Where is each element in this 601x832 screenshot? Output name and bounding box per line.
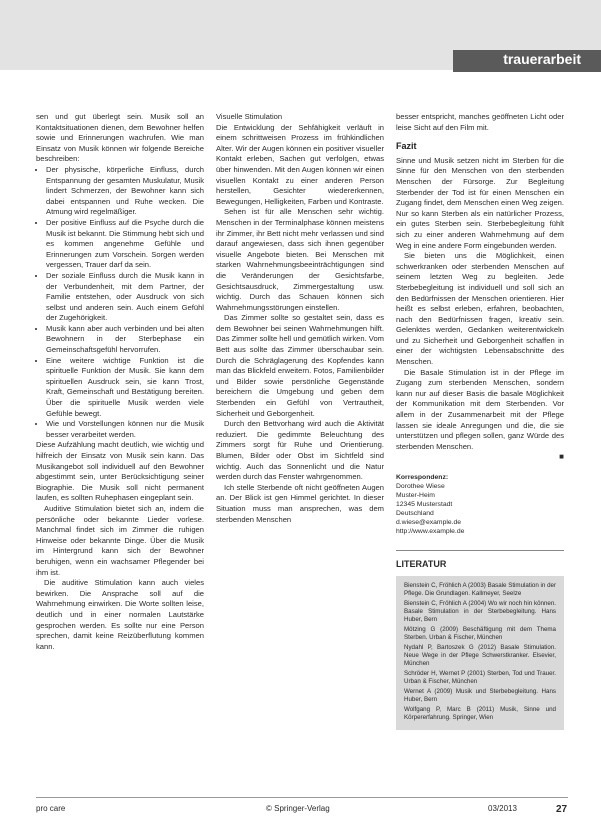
paragraph: Sehen ist für alle Menschen sehr wichtig. Menschen in der Terminalphase können meistens ihr Zimmer, ihr Bett nicht mehr verlassen und sind darauf angewiesen, dass sich ihnen gegenüber visuelle Angebote bieten. Bei Menschen mit starken Wahrnehmungsbeeinträchtigungen sind die Veränderungen der Gesichtsfarbe, Gesichtsausdruck, Zimmergestaltung usw. wichtig. Durch das Schauen können sich Wahrnehmungsstörungen einstellen. xyxy=(216,207,384,312)
list-item: • Wie und Vorstellungen können nur die Musik besser verarbeitet werden. xyxy=(46,419,204,440)
list-item: • Der positive Einfluss auf die Psyche durch die Musik ist bekannt. Die Stimmung hebt sich und es kommen angenehme Gefühle und Erinnerungen zum Vorschein. Sorgen werden vergessen, Trauer darf da sein. xyxy=(46,218,204,271)
reference: Bienstein C, Fröhlich A (2003) Basale Stimulation in der Pflege. Die Grundlagen. Kallmeyer, Seelze xyxy=(404,581,557,597)
paragraph: Auditive Stimulation bietet sich an, indem die persönliche oder bekannte Lieder vorlese. Manchmal findet sich im Zimmer die ruhigen Hinweise oder bekannte Dinge. Über die Musik im Hintergrund kann sich der Bewohner beruhigen, wenn ein wachsamer Pflegender bei ihm ist. xyxy=(36,503,204,577)
list-item: • Der soziale Einfluss durch die Musik kann in der Verbundenheit, mit dem Partner, der Familie entstehen, oder Ausdruck von sich selbst und anderen sein. Auch einem Gefühl der Zugehörigkeit. xyxy=(46,271,204,324)
paragraph: Die auditive Stimulation kann auch vieles bewirken. Die Ansprache soll auf die Wahrnehmung einwirken. Die Worte sollten leise, deutlich und in einer normalen Lautstärke gesprochen werden. Es sollte nur eine Person sprechen, damit keine Reizüberflutung kommen kann. xyxy=(36,578,204,651)
bullet-list xyxy=(36,165,204,440)
reference: Nydahl P, Bartoszek G (2012) Basale Stimulation. Neue Wege in der Pflege Schwerstkranker. Elsevier, München xyxy=(404,643,556,667)
paragraph: sen und gut überlegt sein. Musik soll an Kontaktsituationen dienen, dem Bewohner helfen sowie und Erinnerungen wachrufen. Wie man Einsatz von Musik können wir folgende Bereiche beschreiben: xyxy=(36,112,204,164)
reference: Schröder H, Wernet P (2001) Sterben, Tod und Trauer. Urban & Fischer, München xyxy=(404,669,556,685)
paragraph: besser entspricht, manches geöffneten Licht oder leise Sicht auf den Film mit. xyxy=(396,112,564,132)
page-number: 27 xyxy=(556,804,568,815)
page-footer xyxy=(36,797,568,815)
paragraph: Diese Aufzählung macht deutlich, wie wichtig und hilfreich der Einsatz von Musik sein kann. Das Musikangebot soll individuell auf den Bewohner abgestimmt sein, unter Berücksichtigung seiner Biographie. Die Musik soll nicht permanent laufen, es sollten Ruhephasen eingeplant sein. xyxy=(36,440,204,503)
contact-line: Dorothee Wiese xyxy=(396,483,445,490)
subheading: Visuelle Stimulation xyxy=(216,112,283,121)
reference: Wolfgang P, Marc B (2011) Musik, Sinne und Körpererfahrung. Springer, Wien xyxy=(404,705,556,721)
paragraph: Durch den Bettvorhang wird auch die Aktivität reduziert. Die gedimmte Beleuchtung des Zimmers sorgt für Ruhe und Orientierung. Blumen, Bilder oder Obst im Sichtfeld sind wichtig. Auch das Sonnenlicht und die Natur werden durch das Fenster wahrgenommen. xyxy=(216,419,384,482)
list-item: • Eine weitere wichtige Funktion ist die spirituelle Funktion der Musik. Sie kann dem spirituellen Ausdruck sein, sie kann Trost, Kraft, Gemeinschaft und Bestätigung bereiten. Über die spirituelle Musik werden viele Gefühle bewegt. xyxy=(46,356,204,420)
paragraph: Das Zimmer sollte so gestaltet sein, dass es dem Bewohner bei seinen Wahrnehmungen hilft. Das Zimmer sollte hell und gemütlich wirken. Vom Bett aus sollte das Zimmer überschaubar sein. Durch die Schräglagerung des Kopfendes kann man das Blickfeld erweitern. Fotos, Familienbilder und Bilder sowie persönliche Gegenstände bereichern die Umgebung und geben dem Sterbenden ein Gefühl von Vertrautheit, Sicherheit und Geborgenheit. xyxy=(216,313,384,418)
literature-heading: LITERATUR xyxy=(396,550,564,570)
paragraph: Sinne und Musik setzen nicht im Sterben für die Sinne für den Menschen von den sterbenden Menschen der Fürsorge. Zur Begleitung Sterbender der Tod ist für einen Menschen ein Zugang findet, dem Menschen einen Weg zeigen. Nur so kann Sterben als ein natürlicher Prozess, ein gutes Sterben sein. Sterbebegleitung fühlt sich zu einer anderen Wahrnehmung auf dem Weg in eine andere Form eingebunden werden. xyxy=(396,155,564,250)
list-item: • Musik kann aber auch verbinden und bei alten Bewohnern in der Sterbephase ein Gemeinschaftsgefühl hervorrufen. xyxy=(46,324,204,356)
section-title: trauerarbeit xyxy=(503,51,581,67)
list-item: • Der physische, körperliche Einfluss, durch Entspannung der gesamten Muskulatur, Musik lindert Schmerzen, der Bewohner kann sich dabei entspannen und Ruhe wecken. Die Atmung wird regelmäßiger. xyxy=(46,165,204,218)
end-mark: ■ xyxy=(559,452,564,462)
heading-fazit: Fazit xyxy=(396,141,417,152)
contact-url[interactable]: http://www.example.de xyxy=(396,528,465,535)
paragraph: Die Entwicklung der Sehfähigkeit verläuft in einem schrittweisen Prozess im frühkindlichen Alter. Wir der Augen können ein positiver visueller Kontakt erleben, Sachen gut verfolgen, etwas über hinwenden. Mit den Augen können wir einen visuellen Kontakt zu einer anderen Person herstellen, Gesichter wiedererkennen, Bewegungen, Helligkeiten, Farben und Kontraste. xyxy=(216,122,384,206)
reference: Bienstein C, Fröhlich A (2004) Wo wir noch hin können. Basale Stimulation in der Sterbebegleitung. Hans Huber, Bern xyxy=(404,599,556,623)
issue: 03/2013 xyxy=(488,804,517,813)
paragraph: Sie bieten uns die Möglichkeit, einen schwerkranken oder sterbenden Menschen auf seinem letzten Weg zu begleiten. Jede Sterbebegleitung ist individuell und soll sich an den Bedürfnissen der Menschen orientieren. Hier heißt es selbst erleben, erfahren, beobachten, nach den Bedürfnissen fragen, kreativ sein. Gelenktes werden, Gedanken weiterentwickeln und zu Sicherheit und Geborgenheit schaffen in einer der wichtigsten Lebensabschnitte des Menschen. xyxy=(396,251,564,367)
literature-box xyxy=(396,576,564,730)
paragraph: Die Basale Stimulation ist in der Pflege im Zugang zum sterbenden Menschen, sondern kann nur auf dieser Basis die basale Möglichkeit der Kommunikation mit dem Sterbenden. Vor allem in der Zusammenarbeit mit der Pflege lassen sie ideale Anregungen und die, die sie unterstützen und pflegen sollen, ganz Würde des sterbenden Menschen. xyxy=(396,367,564,451)
contact-line: 12345 Musterstadt xyxy=(396,501,453,508)
column-1 xyxy=(36,112,204,652)
publisher: © Springer-Verlag xyxy=(266,804,330,813)
contact-line: Deutschland xyxy=(396,510,434,517)
correspondence-block xyxy=(396,473,564,536)
contact-line: Muster-Heim xyxy=(396,492,435,499)
reference: Mötzing G (2009) Beschäftigung mit dem Thema Sterben. Urban & Fischer, München xyxy=(404,625,556,641)
contact-email[interactable]: d.wiese@example.de xyxy=(396,519,462,526)
column-3 xyxy=(396,112,564,730)
header-banner xyxy=(0,0,601,70)
reference: Wernet A (2009) Musik und Sterbebegleitung. Hans Huber, Bern xyxy=(404,687,556,703)
correspondence-label: Korrespondenz: xyxy=(396,474,449,481)
journal-name: pro care xyxy=(36,804,66,813)
column-2 xyxy=(216,112,384,525)
paragraph: Ich stelle Sterbende oft nicht geöffneten Augen an. Der Blick ist gen Himmel gerichtet. In dieser Situation muss man ansprechen, was dem sterbenden Menschen xyxy=(216,482,384,524)
